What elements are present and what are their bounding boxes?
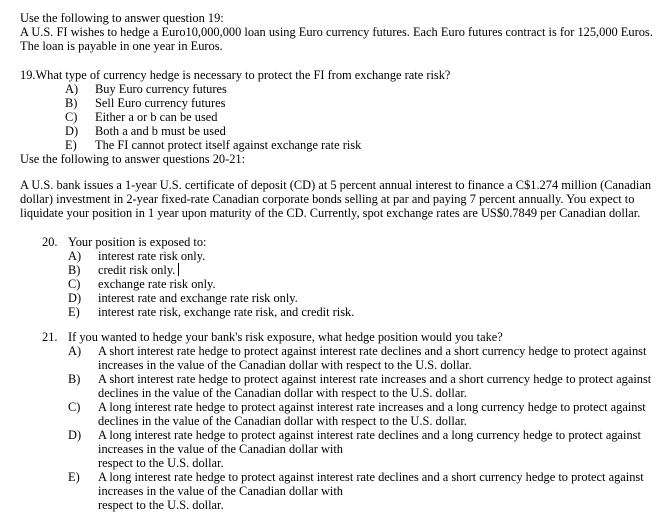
question-number: 20. xyxy=(42,235,58,249)
option-letter: B) xyxy=(68,263,81,277)
option-text-line: exchange rate risk only. xyxy=(98,277,216,291)
option-letter: D) xyxy=(68,428,82,442)
intro-line: The loan is payable in one year in Euros. xyxy=(20,39,223,53)
question-text: 19.What type of currency hedge is necessary to protect the FI from exchange rate risk? xyxy=(20,68,451,82)
option-text xyxy=(95,110,665,124)
option-letter: B) xyxy=(65,96,78,110)
answer-option-e xyxy=(65,138,665,152)
option-letter: E) xyxy=(68,470,80,484)
option-text xyxy=(98,263,665,277)
option-text xyxy=(98,249,665,263)
option-letter: C) xyxy=(68,400,81,414)
options-list xyxy=(65,82,665,152)
scenario-line: liquidate your position in 1 year upon maturity of the CD. Currently, spot exchange rates are US$0.7849 per Canadian dollar. xyxy=(20,206,641,220)
options-list xyxy=(68,344,665,512)
option-text-line: increases in the value of the Canadian dollar with xyxy=(98,484,343,498)
answer-option-b xyxy=(68,263,665,277)
option-text-line: A long interest rate hedge to protect against interest rate declines and a long currency hedge to protect against xyxy=(98,428,641,442)
answer-option-c xyxy=(65,110,665,124)
scenario-line: A U.S. bank issues a 1-year U.S. certificate of deposit (CD) at 5 percent annual interest to finance a C$1.274 million (Canadian xyxy=(20,178,652,192)
option-letter: B) xyxy=(68,372,81,386)
option-letter: A) xyxy=(68,249,82,263)
question-number: 21. xyxy=(42,330,58,344)
option-text xyxy=(98,428,665,470)
option-text xyxy=(98,344,665,372)
scenario-line: dollar) investment in 2-year fixed-rate Canadian corporate bonds selling at par and paying 7 percent annually. You expect to xyxy=(20,192,635,206)
question-21 xyxy=(20,330,665,512)
option-text-line: The FI cannot protect itself against exchange rate risk xyxy=(95,138,362,152)
option-text-line: credit risk only. xyxy=(98,263,665,277)
option-text-line: declines in the value of the Canadian dollar with respect to the U.S. dollar. xyxy=(98,386,467,400)
option-text-line: Either a or b can be used xyxy=(95,110,218,124)
answer-option-d xyxy=(68,428,665,470)
intro-q20-21: Use the following to answer questions 20-21: xyxy=(20,152,246,166)
option-text xyxy=(98,372,665,400)
intro-line: Use the following to answer question 19: xyxy=(20,11,224,25)
question-text: If you wanted to hedge your bank's risk exposure, what hedge position would you take? xyxy=(68,330,503,344)
question-20 xyxy=(20,235,665,319)
option-letter: E) xyxy=(68,305,80,319)
option-text-line: interest rate risk, exchange rate risk, and credit risk. xyxy=(98,305,355,319)
option-letter: D) xyxy=(65,124,79,138)
option-text-line: A short interest rate hedge to protect against interest rate increases and a short currency hedge to protect against xyxy=(98,372,652,386)
option-letter: C) xyxy=(65,110,78,124)
option-letter: D) xyxy=(68,291,82,305)
answer-option-b xyxy=(68,372,665,400)
option-text xyxy=(98,305,665,319)
text-cursor xyxy=(178,263,179,276)
option-letter: C) xyxy=(68,277,81,291)
option-text-line: increases in the value of the Canadian dollar with xyxy=(98,442,343,456)
option-text-line: respect to the U.S. dollar. xyxy=(98,498,224,512)
question-19 xyxy=(20,68,665,152)
option-text-line: A long interest rate hedge to protect against interest rate increases and a long currency hedge to protect against xyxy=(98,400,646,414)
option-text-line: A short interest rate hedge to protect against interest rate declines and a short currency hedge to protect against xyxy=(98,344,647,358)
option-letter: E) xyxy=(65,138,77,152)
option-text-line: increases in the value of the Canadian dollar with respect to the U.S. dollar. xyxy=(98,358,472,372)
option-text-line: A long interest rate hedge to protect against interest rate declines and a short currency hedge to protect against xyxy=(98,470,644,484)
question-text: Your position is exposed to: xyxy=(68,235,207,249)
option-text-line: respect to the U.S. dollar. xyxy=(98,456,224,470)
intro-line: A U.S. FI wishes to hedge a Euro10,000,000 loan using Euro currency futures. Each Euro futures contract is for 125,000 Euros. xyxy=(20,25,653,39)
answer-option-d xyxy=(68,291,665,305)
option-text xyxy=(95,82,665,96)
answer-option-a xyxy=(68,249,665,263)
option-text-line: Sell Euro currency futures xyxy=(95,96,226,110)
answer-option-b xyxy=(65,96,665,110)
option-text xyxy=(98,291,665,305)
answer-option-e xyxy=(68,470,665,512)
option-text xyxy=(98,277,665,291)
scenario-paragraph xyxy=(20,178,665,220)
option-text-line: Both a and b must be used xyxy=(95,124,226,138)
option-text xyxy=(98,400,665,428)
option-text xyxy=(95,96,665,110)
options-list xyxy=(68,249,665,319)
option-text-line: interest rate and exchange rate risk only. xyxy=(98,291,298,305)
option-letter: A) xyxy=(65,82,79,96)
option-text xyxy=(98,470,665,512)
answer-option-d xyxy=(65,124,665,138)
option-text-line: Buy Euro currency futures xyxy=(95,82,227,96)
answer-option-a xyxy=(68,344,665,372)
answer-option-c xyxy=(68,277,665,291)
option-text xyxy=(95,124,665,138)
option-text-line: interest rate risk only. xyxy=(98,249,206,263)
option-text-line: declines in the value of the Canadian dollar with respect to the U.S. dollar. xyxy=(98,414,467,428)
answer-option-c xyxy=(68,400,665,428)
option-letter: A) xyxy=(68,344,82,358)
option-text xyxy=(95,138,665,152)
answer-option-a xyxy=(65,82,665,96)
answer-option-e xyxy=(68,305,665,319)
intro-q19 xyxy=(20,11,665,53)
